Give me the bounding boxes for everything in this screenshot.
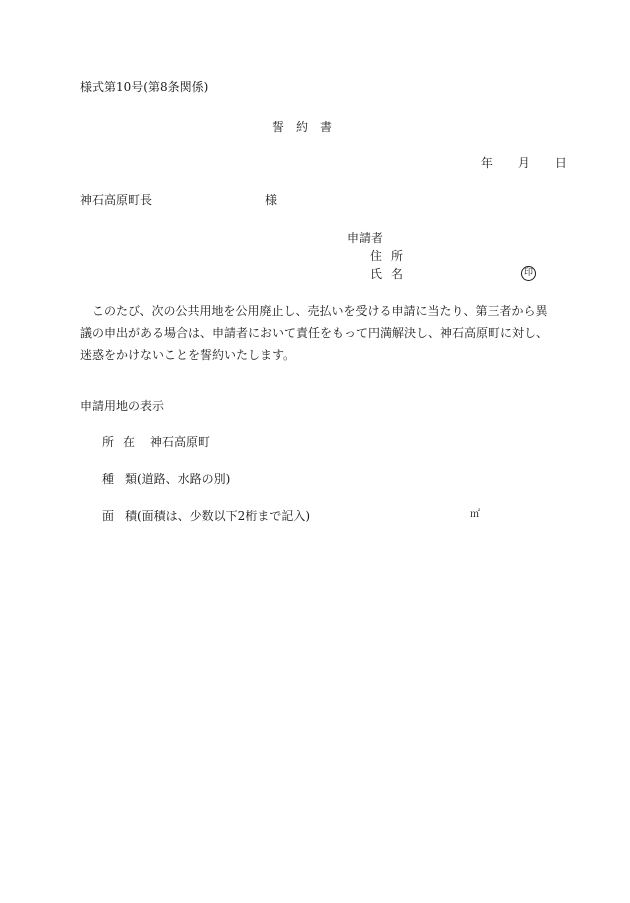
recipient-town: 神石高原町長 <box>80 193 153 207</box>
date-day-label: 日 <box>554 156 567 170</box>
name-label: 氏名 <box>370 267 413 281</box>
type-label: 種 <box>102 472 124 486</box>
date-month-label: 月 <box>517 156 530 170</box>
area-value: 積(面積は、少数以下2桁まで記入) <box>125 509 310 523</box>
area-label: 面 <box>102 509 124 523</box>
location-label: 所在 <box>102 435 145 449</box>
area-unit: ㎡ <box>470 509 480 520</box>
form-number: 様式第10号(第8条関係) <box>80 80 209 94</box>
applicant-label: 申請者 <box>347 231 384 245</box>
type-value: 類(道路、水路の別) <box>125 472 231 486</box>
location-value: 神石高原町 <box>150 435 211 449</box>
recipient-honorific: 様 <box>265 193 278 207</box>
land-section-heading: 申請用地の表示 <box>80 399 165 413</box>
date-year-label: 年 <box>480 156 493 170</box>
date-line <box>452 157 567 169</box>
address-label: 住所 <box>370 249 413 263</box>
seal-mark: 印 <box>521 266 536 281</box>
pledge-body: このたび、次の公共用地を公用廃止し、売払いを受ける申請に当たり、第三者から異議の申出がある場合は、申請者において責任をもって円満解決し、神石高原町に対し、迷惑をかけないことを誓約いたします。 <box>80 304 549 362</box>
document-title: 誓約書 <box>272 120 345 134</box>
